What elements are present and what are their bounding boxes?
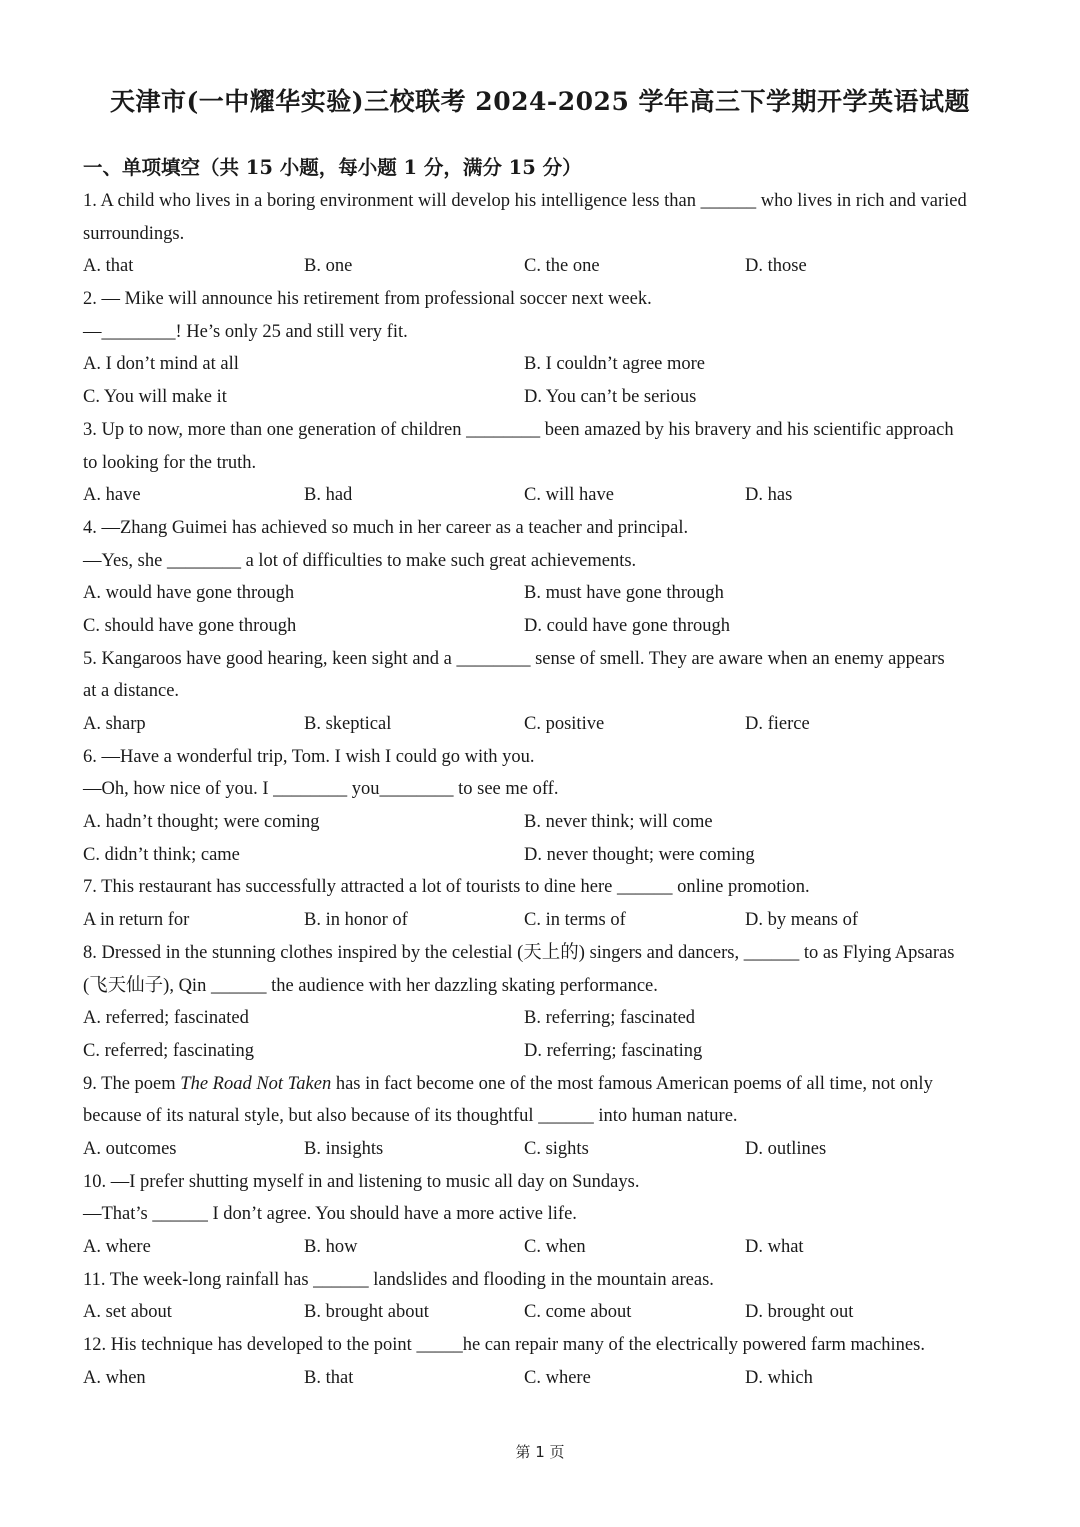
question-stem-line: 10. —I prefer shutting myself in and listening to music all day on Sundays. xyxy=(83,1171,640,1192)
answer-option: C. come about xyxy=(524,1302,632,1323)
question-item xyxy=(83,1068,1003,1166)
options-row xyxy=(83,1002,1003,1035)
answer-option: D. never thought; were coming xyxy=(524,844,755,865)
options-row xyxy=(83,904,1003,937)
answer-option: B. that xyxy=(304,1367,354,1388)
answer-option: A. would have gone through xyxy=(83,583,295,604)
question-stem-line: —That’s ______ I don’t agree. You should have a more active life. xyxy=(83,1204,577,1225)
answer-option: A. set about xyxy=(83,1302,172,1323)
page-title: 天津市(一中耀华实验)三校联考 2024-2025 学年高三下学期开学英语试题 xyxy=(109,87,971,116)
options-row xyxy=(83,577,1003,610)
question-stem-line: (飞天仙子), Qin ______ the audience with her dazzling skating performance. xyxy=(83,975,658,996)
options-row xyxy=(83,1133,1003,1166)
question-stem-line: 3. Up to now, more than one generation of children ________ been amazed by his bravery and his scientific approach xyxy=(83,419,954,440)
answer-option: D. which xyxy=(745,1367,813,1388)
answer-option: B. brought about xyxy=(304,1302,429,1323)
answer-option: D. brought out xyxy=(745,1302,854,1323)
answer-option: A. when xyxy=(83,1367,146,1388)
answer-option: C. when xyxy=(524,1237,586,1257)
answer-option: D. has xyxy=(745,485,793,506)
options-row xyxy=(83,806,1003,839)
answer-option: B. must have gone through xyxy=(524,583,724,604)
answer-option: C. didn’t think; came xyxy=(83,844,240,865)
answer-option: B. had xyxy=(304,485,353,506)
answer-option: A. I don’t mind at all xyxy=(83,354,239,375)
question-item xyxy=(83,185,1003,283)
question-item xyxy=(83,643,1003,741)
answer-option: D. by means of xyxy=(745,910,859,931)
answer-option: D. could have gone through xyxy=(524,615,731,636)
options-row xyxy=(83,1296,1003,1329)
answer-option: D. fierce xyxy=(745,714,810,734)
question-stem-line: at a distance. xyxy=(83,681,180,702)
answer-option: B. one xyxy=(304,256,353,277)
question-list xyxy=(83,185,1003,1394)
answer-option: C. sights xyxy=(524,1138,589,1159)
answer-option: C. You will make it xyxy=(83,387,227,408)
answer-option: D. referring; fascinating xyxy=(524,1040,703,1061)
question-item xyxy=(83,1264,1003,1329)
stem-text: has in fact become one of the most famous American poems of all time, not only xyxy=(331,1073,933,1094)
answer-option: B. I couldn’t agree more xyxy=(524,354,705,375)
options-row xyxy=(83,839,1003,872)
answer-option: A. hadn’t thought; were coming xyxy=(83,812,320,833)
question-stem-line: to looking for the truth. xyxy=(83,452,257,473)
options-row xyxy=(83,250,1003,283)
question-item xyxy=(83,1329,1003,1394)
options-row xyxy=(83,610,1003,643)
question-item xyxy=(83,871,1003,936)
answer-option: C. the one xyxy=(524,256,600,277)
question-stem-line: 7. This restaurant has successfully attracted a lot of tourists to dine here ______ online promotion. xyxy=(83,877,810,898)
question-stem-line: 12. His technique has developed to the point _____he can repair many of the electrically powered farm machines. xyxy=(83,1335,925,1356)
answer-option: B. insights xyxy=(304,1138,384,1159)
question-item xyxy=(83,741,1003,872)
stem-text: 9. The poem xyxy=(83,1073,181,1094)
answer-option: C. should have gone through xyxy=(83,615,297,636)
answer-option: B. how xyxy=(304,1237,358,1257)
section-heading: 一、单项填空（共 15 小题，每小题 1 分，满分 15 分） xyxy=(83,156,582,179)
answer-option: B. skeptical xyxy=(304,714,392,734)
question-stem-line: —Oh, how nice of you. I ________ you________ to see me off. xyxy=(83,779,559,800)
answer-option: A. that xyxy=(83,256,134,277)
question-item xyxy=(83,283,1003,414)
answer-option: C. where xyxy=(524,1367,591,1388)
question-item xyxy=(83,1166,1003,1264)
answer-option: D. outlines xyxy=(745,1138,827,1159)
question-stem-line xyxy=(83,1068,1003,1101)
question-item xyxy=(83,512,1003,643)
answer-option: C. positive xyxy=(524,714,605,734)
question-stem-line: 11. The week-long rainfall has ______ landslides and flooding in the mountain areas. xyxy=(83,1269,714,1290)
options-row xyxy=(83,1362,1003,1395)
poem-title: The Road Not Taken xyxy=(180,1073,332,1094)
answer-option: C. in terms of xyxy=(524,910,626,931)
page-number: 第 1 页 xyxy=(515,1443,565,1461)
options-row xyxy=(83,381,1003,414)
answer-option: A. where xyxy=(83,1237,151,1257)
question-stem-line: 5. Kangaroos have good hearing, keen sight and a ________ sense of smell. They are aware when an enemy appears xyxy=(83,648,945,669)
question-stem-line: 1. A child who lives in a boring environment will develop his intelligence less than ______ who lives in rich and varied xyxy=(83,191,967,211)
answer-option: D. those xyxy=(745,256,807,277)
answer-option: C. referred; fascinating xyxy=(83,1040,255,1061)
options-row xyxy=(83,1035,1003,1068)
question-item xyxy=(83,937,1003,1068)
answer-option: D. what xyxy=(745,1237,804,1257)
question-stem-line: —________! He’s only 25 and still very fit. xyxy=(83,321,408,342)
question-stem-line: surroundings. xyxy=(83,223,185,244)
answer-option: A in return for xyxy=(83,910,190,931)
question-stem-line: —Yes, she ________ a lot of difficulties to make such great achievements. xyxy=(83,550,637,571)
options-row xyxy=(83,479,1003,512)
answer-option: D. You can’t be serious xyxy=(524,387,697,408)
question-stem-line: 6. —Have a wonderful trip, Tom. I wish I could go with you. xyxy=(83,746,535,767)
question-stem-line: because of its natural style, but also because of its thoughtful ______ into human nature. xyxy=(83,1106,738,1127)
answer-option: B. never think; will come xyxy=(524,812,713,833)
question-stem-line: 8. Dressed in the stunning clothes inspired by the celestial (天上的) singers and dancers, ______ to as Flying Apsaras xyxy=(83,942,955,963)
answer-option: A. referred; fascinated xyxy=(83,1008,249,1029)
answer-option: C. will have xyxy=(524,485,614,506)
question-item xyxy=(83,414,1003,512)
question-stem-line: 2. — Mike will announce his retirement from professional soccer next week. xyxy=(83,289,652,310)
answer-option: A. outcomes xyxy=(83,1138,177,1159)
options-row xyxy=(83,1231,1003,1264)
answer-option: A. sharp xyxy=(83,714,146,734)
answer-option: B. in honor of xyxy=(304,910,408,931)
options-row xyxy=(83,348,1003,381)
answer-option: B. referring; fascinated xyxy=(524,1008,696,1029)
options-row xyxy=(83,708,1003,741)
answer-option: A. have xyxy=(83,485,141,506)
question-stem-line: 4. —Zhang Guimei has achieved so much in her career as a teacher and principal. xyxy=(83,517,689,538)
